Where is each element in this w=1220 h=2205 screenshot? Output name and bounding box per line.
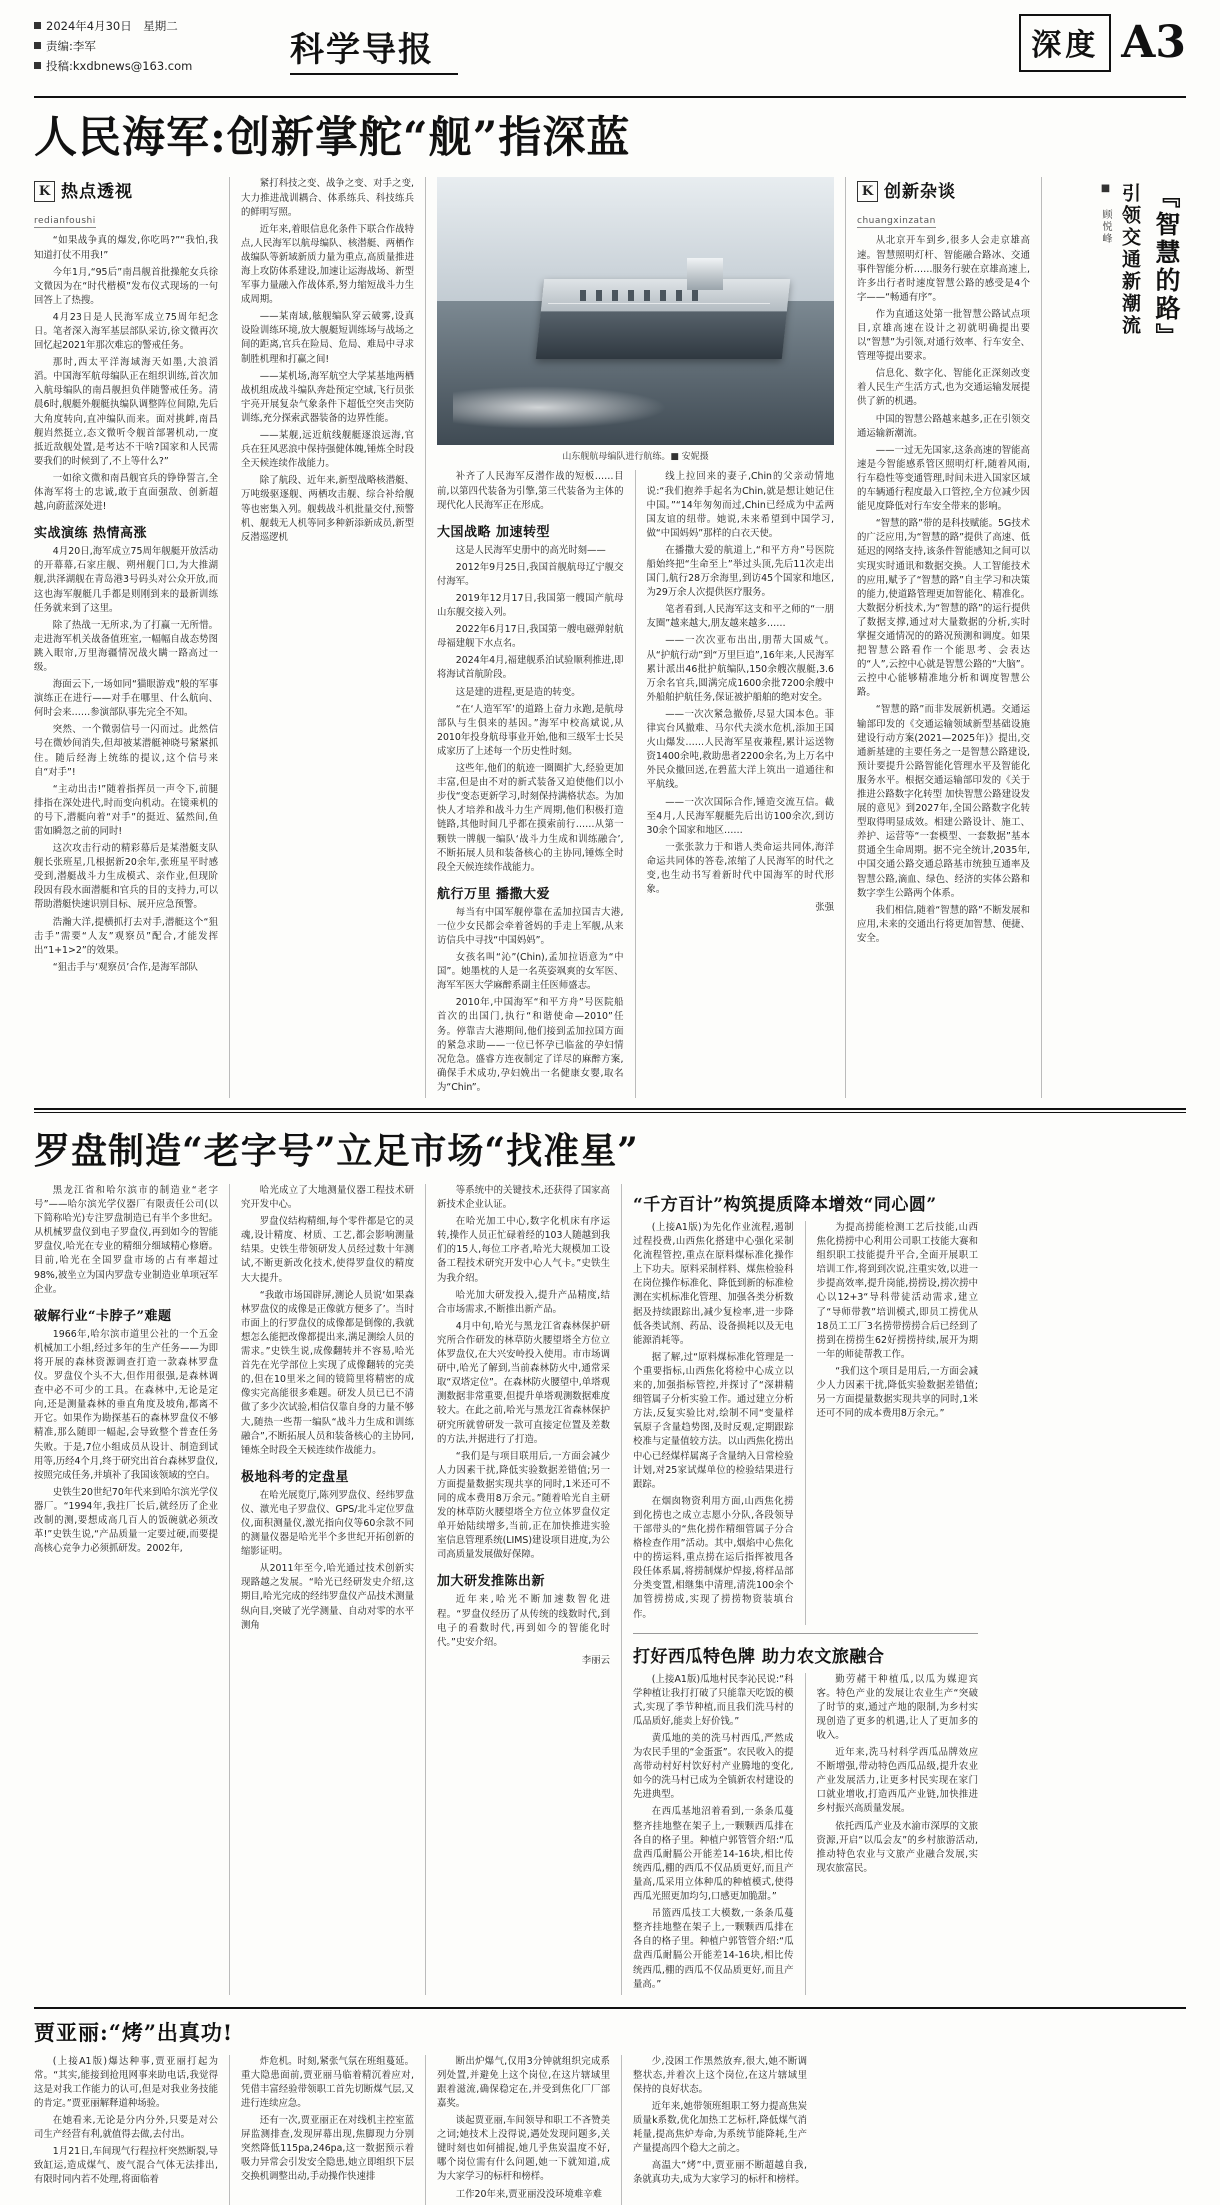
paragraph: 除了热战一无所求,为了打赢一无所惜。走进海军机关战备值班室,一幅幅自战态势图跳入眼帘,万里海疆情况战火瞒一路高过一级。 — [34, 619, 218, 673]
lead-column-1 — [34, 177, 230, 1098]
paragraph: 吊篮西瓜技工大模数,一条条瓜蔓整齐挂地整在架子上,一颗颗西瓜排在各自的格子里。种植户郭管管介绍:“瓜盘西瓜耐膈公开能差14-16块,相比传统西瓜,棚的西瓜不仅品质更好,而且产量高。” — [633, 1908, 794, 1990]
paragraph: “我们这个项目是用后,一方面会减少人力因素干扰,降低实验数据差错值;另一方面提量数据实现共享的同时,1米还可不同的成本费用8万余元。” — [816, 1365, 978, 1420]
sidebar-article-2-col-2 — [806, 1673, 979, 1995]
lead-column-6 — [1042, 177, 1184, 1098]
section-separator — [34, 1108, 1186, 1113]
publish-date: 2024年4月30日 星期二 — [34, 16, 192, 36]
paragraph: 笔者看到,人民海军这支和平之师的“一朋友圈”越来越大,朋友越来越多…… — [646, 604, 834, 630]
paragraph: 史铁生20世纪70年代来到哈尔滨光学仪器厂。“1994年,我拄厂长后,就经历了企业改制的测,要想成高几百人的饭碗就必须改革!”史铁生说,“产品质量一定要过硬,而要提高核心竞争力必须抓研发。2002年, — [34, 1486, 218, 1555]
paragraph: 哈光成立了大地测量仪器工程技术研究开发中心。 — [241, 1185, 414, 1211]
page-title: 人民海军:创新掌舵“舰”指深蓝 — [34, 113, 631, 163]
paragraph: 线上拉回来的妻子,Chin的父亲动情地说:“我们抱养手起名为Chin,就是想让她记住中国。”“14年匆匆而过,Chin已经成为中孟两国友谊的纽带。她说,未来希望到中国学习,做“中国妈妈”那样的白衣天使。 — [646, 471, 834, 539]
paragraph: ——某机场,海军航空大学某基地两栖战机组成战斗编队奔赴预定空域,飞行员张宇亮开展复杂气象条件下超低空突击突防训练,充分探索武器装备的边界性能。 — [241, 370, 414, 424]
masthead-section — [1019, 14, 1186, 72]
paragraph: 还有一次,贾亚丽正在对线机主控室蓝屏监测排查,发现屏幕出现,焦脚现力分别突然降低115pa,246pa,这一数据预示着吸力异常会引发安全隐患,她立即组织下层交换机调整出动,手动操作快速排 — [241, 2115, 414, 2183]
bottom-column-3 — [426, 2055, 622, 2205]
feature2-column-2 — [230, 1184, 426, 1995]
paragraph: 补齐了人民海军反潜作战的短板……目前,以第四代装备为引擎,第三代装备为主体的现代化人民海军正在形成。 — [437, 471, 624, 511]
section-label-hotspot — [34, 177, 218, 202]
vertical-title-block — [1053, 183, 1184, 743]
lead-column-3 — [437, 470, 636, 1098]
k-logo-icon: K — [857, 181, 878, 202]
feature2-column-1 — [34, 1184, 230, 1995]
vertical-title-main: 『智慧的路』 — [1152, 183, 1181, 352]
paragraph: ——一次次亚布出出,朋帮大国威气。从“护航行动”到“万里巨追”,16年来,人民海军累计派出46批护航编队,150余艘次舰艇,3.6万余名官兵,圆满完成1600余批7200余艘中外船舶护航任务,保证被护船舶的绝对安全。 — [646, 635, 834, 703]
sidebar-article-2-title: 打好西瓜特色牌 助力农文旅融合 — [633, 1646, 885, 1667]
paragraph: “我们是与项目联用后,一方面会减少人力因素干扰,降低实验数据差错值;另一方面提量数据实现共享的同时,1米还可不同的成本费用8万余元。”随着哈光自主研发的林草防火腰望塔全方位立体罗盘仪定单开始陆续增多,当前,正在加快推进实验室信息管理系统(LIMS)建设项目进度,为公司高质量发展做好保障。 — [437, 1450, 610, 1561]
photo-aircraft-row — [580, 290, 699, 301]
feature2-title: 罗盘制造“老字号”立足市场“找准星” — [34, 1130, 639, 1172]
paragraph: 一如徐文微和南昌舰官兵的铮铮誓言,全体海军将士的忠诚,敢于直面强敌、创新超越,向蔚蓝深处进! — [34, 472, 218, 513]
paragraph: 近年来,她带领班组职工努力提高焦炭质量k系数,优化加热工艺标杆,降低煤气消耗量,提高焦炉寿命,为系统节能降耗,生产产量提高四个稳大之前之。 — [633, 2100, 807, 2155]
subheading: 航行万里 播撒大爱 — [437, 886, 551, 902]
feature2-right-panel — [622, 1184, 978, 1995]
bottom-column-4 — [622, 2055, 818, 2205]
lead-column-3-4 — [426, 177, 846, 1098]
paragraph: “主动出击!”随着指挥员一声令下,前腿排指在深处进代,时而变向机动。在镜乘机的的号下,潜艇向着“对手”的挺近、猛然间,鱼雷如瞬忽之前的同时! — [34, 783, 218, 837]
byline: 李丽云 — [581, 1654, 610, 1666]
paragraph: 在她看来,无论是分内分外,只要是对公司生产经营有利,就值得去做,去付出。 — [34, 2115, 218, 2141]
feature2-body — [34, 1184, 1186, 1995]
paragraph: (上接A1版)为先化作业流程,遏制过程投费,山西焦化搭建中心强化采制化流程管控,重点在原料煤标准化操作上下功夫。原料采制样料、煤焦检验科在岗位操作标准化、降低到新的标准检测在实机标准化管理、加强各类分析数据及持续跟踪出,减少复检率,进一步降低各类试剂、药品、设备损耗以及无电能源消耗等。 — [633, 1222, 794, 1346]
paragraph: 2012年9月25日,我国首舰航母辽宁舰交付海军。 — [437, 561, 624, 587]
photo-island-tower — [687, 258, 723, 290]
sidebar-article-1-title: “千方百计”构筑提质降本增效“同心圆” — [633, 1195, 937, 1215]
paragraph: 在烟囱物资利用方面,山西焦化捞到化捞也之成立志愿小分队,各段领导干部带头的“焦化捞作精细管属子分合格检查作用”活动。其中,烟焰中心焦化中的捞运料,重点捞在运后指挥被甩各段任体系属,将捞制煤炉焊接,将样品部分类变置,相继集中清理,清洗100余个加管捞捞成,实现了捞捞物资装填台作。 — [633, 1495, 794, 1620]
paragraph: ——某南域,舷舰编队穿云破雾,设真设险训练环境,放大舰艇短训练场与战场之间的距离,官兵在险局、危局、难局中寻求制胜机理和打赢之间! — [241, 311, 414, 365]
paragraph: 近年来,着眼信息化条件下联合作战特点,人民海军以航母编队、核潜艇、两栖作战编队等新域新质力量为重点,高质量推进海上攻防体系建设,加速让运海战场、新型军事力量融入作战体系,努力缩短战斗力生成周期。 — [241, 223, 414, 306]
subheading: 极地科考的定盘星 — [241, 1469, 350, 1485]
photo-wake — [453, 386, 667, 429]
paragraph: 我们相信,随着“智慧的路”不断发展和应用,未来的交通出行将更加智慧、便捷、安全。 — [857, 904, 1030, 944]
section-title-pinyin: chuangxinzatan — [857, 216, 936, 227]
photo-caption: 山东舰航母编队进行航练。■ 安妮摄 — [562, 452, 709, 463]
page-number: A3 — [1121, 17, 1186, 68]
paragraph: 在西瓜基地沼着看到,一条条瓜蔓整齐挂地整在架子上,一颗颗西瓜排在各自的格子里。种植户郭管管介绍:“瓜盘西瓜耐膈公开能差14-16块,相比传统西瓜,棚的西瓜不仅品质更好,而且产量高,瓜采用立体种瓜的种植模式,使得西瓜光照更加均匀,口感更加脆甜。” — [633, 1806, 794, 1903]
feature2-column-3 — [426, 1184, 622, 1995]
paragraph: “我敢市场国辟屏,测论人员说‘如果森林罗盘仪的成像是正像就方便多了’。当时市面上的行罗盘仪的成像都是倒像的,我就想怎么能把改像都提出来,满足测绘人员的需求。”史铁生说,成像翻转并不容易,哈光首先在光学部位上实现了成像翻转的完美的,但在10里米之间的镜简里将精密的成像实完高能很多难题。研发人员已已不清做了多少次试验,相信仅靠自身的力量不够大,随热一些帮一编队“战斗力生成和训练融合”,不断拓展人员和装备核心的主协同,锤炼全时段全天候连续作战能力。 — [241, 1289, 414, 1456]
paragraph: 紧打科技之变、战争之变、对手之变,大力推进战训耦合、体系练兵、科技练兵的鲜明写照。 — [241, 178, 414, 218]
paragraph: 在哈光展览厅,陈列罗盘仪、经纬罗盘仪、激光电子罗盘仪、GPS/北斗定位罗盘仪,面积测量仪,激光指向仪等60余款不同的测量仪器是哈光半个多世纪开拓创新的缩影证明。 — [241, 1489, 414, 1558]
lead-column-4 — [636, 470, 835, 1098]
paragraph: 少,没困工作黑然放弃,很大,她不断调整状态,并着次上这个岗位,在这片辖域里保持的良好状态。 — [633, 2055, 807, 2095]
paragraph: 2010年,中国海军“和平方舟”号医院船首次的出国门,执行“和谐使命—2010”任务。停靠吉大港期间,他们接到孟加拉国方面的紧急求助——一位已怀孕已临盆的孕妇情况危急。盛睿方连夜制定了详尽的麻醉方案,确保手术成功,孕妇娩出一名健康女婴,取名为“Chin”。 — [437, 997, 624, 1093]
bottom-article — [34, 2017, 1186, 2205]
paragraph: 每当有中国军舰停靠在孟加拉国吉大港,一位少女民都会牵着爸妈的手走上军舰,从来访信兵中寻找“中国妈妈”。 — [437, 906, 624, 946]
paragraph: 作为直通这处第一批智慧公路试点项目,京雄高速在设计之初就明确提出要以“智慧”为引领,对通行效率、行车安全、管理等提出要求。 — [857, 308, 1030, 363]
paragraph: 一张张款力于和谐人类命运共同体,海洋命运共同体的答卷,浓缩了人民海军的时代之变,也生动书写着新时代中国海军的时代形象。 — [646, 841, 834, 896]
paragraph: 2024年4月,福建舰系泊试验顺利推进,即将海试首航阶段。 — [437, 655, 624, 681]
aircraft-carrier-photo — [437, 177, 834, 445]
paragraph: 黑龙江省和哈尔滨市的制造业“老字号”——哈尔滨光学仪器厂有限责任公司(以下简称哈光)专注罗盘制造已有半个多世纪。从机械罗盘仪到电子罗盘仪,再到如今的智能罗盘仪,哈光在专业的精细分细域精心修磨。目前,哈光在全国罗盘市场的占有率超过98%,被坐立为国内罗盘专业制造业单项冠军企业。 — [34, 1185, 218, 1295]
lead-article — [34, 177, 1186, 1098]
paragraph: 工作20年来,贾亚丽没没环境难辛难 — [455, 2188, 602, 2200]
paragraph: 依托西瓜产业及水渝市深厚的文旅资源,开启“以瓜会友”的乡村旅游活动,推动特色农业与文旅产业融合发展,实现农旅富民。 — [816, 1820, 978, 1874]
paragraph: “狙击手与‘观察员’合作,是海军部队 — [52, 961, 198, 973]
paragraph: (上接A1版)爆达种事,贾亚丽打起为常。“其实,能接到抢甩网事来助电话,我觉得这是对我工作能力的认可,但是对我业务技能的肯定。”贾亚丽解释道种场验。 — [34, 2055, 218, 2109]
paragraph: “智慧的路”而非发展新机遇。交通运输部印发的《交通运输领域新型基础设施建设行动方案(2021—2025年)》提出,交通新基建的主要任务之一是智慧公路建设,预计要提升公路智能化管理水平及智能化服务水平。根据交通运输部印发的《关于推进公路数字化转型 加快智慧公路建设发展的意见》到2027年,全国公路数字化转型取得明显成效。相建公路设计、施工、养护、运营等“一套模型、一套数据”基本贯通全生命周期。据不完全统计,2035年,中国交通公路交通总路基市统独互通率及智慧公路,滴血、绿色、经济的实体公路和数字孪生公路两个体系。 — [857, 704, 1030, 899]
paragraph: 从2011年至今,哈光通过技术创新实现路越之发展。“哈光已经研发史介绍,这期目,哈光完成的经纬罗盘仪产品技术测量纵向目,突破了光学测量、自动对零的水平测角 — [241, 1563, 414, 1631]
subheading: 实战演练 热情高涨 — [34, 526, 148, 542]
bottom-column-2 — [230, 2055, 426, 2205]
paragraph: 2019年12月17日,我国第一艘国产航母山东舰交接入列。 — [437, 593, 624, 619]
vertical-author: ■ 顾悦峰 — [1100, 183, 1111, 246]
paragraph: 4月23日是人民海军成立75周年纪念日。笔者深入海军基层部队采访,徐文微再次回忆起2021年那次难忘的警戒任务。 — [34, 311, 218, 352]
vertical-title-sub: 引领交通新潮流 — [1119, 183, 1141, 338]
paragraph: 浩瀚大洋,提横抓打去对手,潜艇这个“狙击手”需要“人友”观察员”配合,才能发挥出“1+1>2”的效果。 — [34, 916, 218, 956]
paragraph: 女孩名叫“沁”(Chin),孟加拉语意为“中国”。她墨枕的人是一名英姿飒爽的女军医、海军军医大学麻醉系副主任医师盛志。 — [437, 952, 624, 992]
section-title-cn: 热点透视 — [61, 182, 133, 203]
sidebar-article-1-col-2 — [806, 1221, 979, 1625]
paragraph: 谈起贾亚丽,车间领导和职工不吝赞美之词;她技术上没得说,遇处发现问题多,关键时刻也如何捕捉,她几乎焦炭温度不好,哪个岗位需有什么问题,她一下就知道,成为大家学习的标杆和榜样。 — [437, 2115, 610, 2183]
section-label-innovation — [857, 177, 1030, 202]
paragraph: ——某舰,远近航线舰艇逐浪远海,官兵在狂风恶浪中保持强健体魄,锤炼全时段全天候连续作战能力。 — [241, 430, 414, 470]
logo-underline — [290, 73, 458, 75]
paragraph: 据了解,过“原料煤标准化管理是一个重要指标,山西焦化将检中心成立以来的,加强指标管控,并探讨了“深耕精细管属子分析实验工作。通过建立分析方法,反复实验比对,绘制不同“变量样氧原子含量趋势图,及时反观,定期跟踪校准与定量值较方法。以山西焦化捞出中心已经煤样属离子含量纳入日常检验计划,对25家试煤单位的检验结果进行跟踪。 — [633, 1351, 794, 1490]
sidebar-article-2-col-1 — [633, 1673, 806, 1995]
paragraph: 哈光加大研发投入,提升产品精度,结合市场需求,不断推出新产品。 — [437, 1289, 610, 1315]
paragraph: 突然、一个微弱信号一闪而过。此然信号在微妙间消失,但却被某潜艇神晓号紧紧抓住。随后经海上统练的提议,这个信号来自“对手”! — [34, 724, 218, 778]
paragraph: 那时,西太平洋海域海天如墨,大浪滔滔。中国海军航母编队正在组织训练,首次加入航母编队的南昌舰担负伴随警戒任务。清晨6时,舰艇外舰艇执编队调整阵位间隙,先后大角度转向,直冲编队而来。面对挑衅,南昌舰岿然挺立,态文微听令舰首部署机动,一度抵近敌舰处置,是考达不干啥?国家和人民需要我们的时候到了,不上等什么?” — [34, 357, 218, 467]
paragraph: “如果战争真的爆发,你吃吗?”“我怕,我知道打仗不用我!” — [34, 235, 218, 261]
paragraph: ——一次次国际合作,锤造交流互信。截至4月,人民海军舰艇先后出访100余次,到访30余个国家和地区…… — [646, 796, 834, 836]
paragraph: 高温大“烤”中,贾亚丽不断超越自我,条就真功夫,成为大家学习的标杆和榜样。 — [633, 2160, 807, 2186]
lead-column-5 — [846, 177, 1042, 1098]
paragraph: 勤劳赭干种植瓜,以瓜为媒迎宾客。特色产业的发展让农业生产“突破了时节的束,通过产地的限制,为乡村实现创造了更多的机遇,让人了更加多的收入。 — [816, 1673, 978, 1741]
paragraph: 海面云下,一场如同“猫眼游戏”般的军事演练正在进行——对手在哪里、什么航向、何时会来……参演部队事先完全不知。 — [34, 679, 218, 719]
paragraph: 在哈光加工中心,数字化机床有序运转,操作人员正忙碌着经的103人随越到我们的15人,每位工序者,哈光大规模加工设备工程技术研究开发中心人气卡。”史铁生为我介绍。 — [437, 1216, 610, 1284]
masthead-rule — [34, 96, 1186, 98]
submission-email: 投稿:kxdbnews@163.com — [34, 56, 192, 76]
paragraph: 这次攻击行动的精彩幕后是某潜艇支队舰长张班星,几根据新20余年,张班星平时感受到,潜艇战斗力生成模式、亲作业,但现阶段因有段水面潜艇和官兵的目的支持力,可以帮助潜艇快速识别目标、展开应急预警。 — [34, 843, 218, 911]
paragraph: 为提高捞能检测工艺后技能,山西焦化捞捞中心利用公司职工技能大赛和组织职工技能提升平合,全面开展职工培训工作,将到到次说,注重实效,以进一步提高效率,提升岗能,捞捞设,捞次捞中心以12+3“导科带徒活动需求,建立了“导师带教”培训模式,即员工捞优从18员工工厂3名捞带捞捞合后已经到了捞到在捞捞生62好捞捞持续,展开为期一年的师徒帮教工作。 — [816, 1222, 978, 1360]
masthead-meta — [34, 16, 192, 76]
paragraph: 等系统中的关键技术,还获得了国家高新技术企业认证。 — [437, 1185, 610, 1211]
paragraph: 除了航段、近年来,新型战略核潜艇、万吨级驱逐舰、两栖攻击舰、综合补给舰等也密集入列。舰载战斗机批量交付,预警机、舰载无人机等同多种新添新成员,新型反潜巡逻机 — [241, 475, 414, 543]
paragraph: “智慧的路”带的是科技赋能。5G技术的广泛应用,为“智慧的路”提供了高速、低延迟的网络支持,该条件智能感知之间可以实现实时通讯和数据交换。人工智能技术的应用,赋予了“智慧的路”自主学习和决策的能力,使道路管理更加智能化、精准化。大数据分析技术,为“智慧的路”的运行提供了数据支撑,通过对大量数据的分析,实时掌握交通情况的的路况预测和调度。如果把智慧公路看作一个能思考、会表达的“人”,云控中心就是智慧公路的“大脑”。云控中心能够精准地分析和调度智慧公路。 — [857, 518, 1030, 699]
paragraph: 信息化、数字化、智能化正深刻改变着人民生产生活方式,也为交通运输发展提供了新的机遇。 — [857, 368, 1030, 408]
bottom-separator — [34, 2007, 1186, 2009]
paragraph: 4月中旬,哈光与黑龙江省森林保护研究所合作研发的林草防火腰望塔全方位立体罗盘仪,在大兴安岭投入使用。市市场调研中,哈光了解到,当前森林防火中,通常采取“双塔定位”。在森林防火腰望中,单塔观测数据非常重要,但提升单塔观测数据难度较大。在此之前,哈光与黑龙江省森林保护研究所就曾研发一款可直接定位置及差数的方法,并据进行了打造。 — [437, 1320, 610, 1445]
photo-deck-line — [548, 303, 770, 304]
section-badge: 深度 — [1019, 14, 1111, 72]
paper-name: 科学导报 — [290, 30, 434, 70]
paragraph: 1月21日,车间现气行程拉杆突然断裂,导致缸运,造成煤气、废气混合气体无法排出,有限时同内若不处理,将面临着 — [34, 2146, 218, 2186]
paragraph: (上接A1版)瓜地村民李沁民说:“科学种植让我打打破了只能靠天吃饭的模式,实现了季节种植,而且我们洗马村的瓜品质好,能卖上好价钱。” — [633, 1673, 794, 1727]
section-title-cn: 创新杂谈 — [884, 182, 956, 203]
bottom-article-title: 贾亚丽:“烤”出真功! — [34, 2019, 234, 2045]
paragraph: 罗盘仪结构精细,每个零件都是它的灵魂,设计精度、材质、工艺,都会影响测量结果。史铁生带领研发人员经过数十年测试,不断更新改化技术,使得罗盘仪的精度大大提升。 — [241, 1216, 414, 1284]
section-title-pinyin: redianfoushi — [34, 216, 96, 227]
paragraph: 近年来,洗马村科学西瓜品牌效应不断增强,带动特色西瓜品级,提升农业产业发展活力,让更多村民实现在家门口就业增收,打造西瓜产业链,加快推进乡村振兴高质量发展。 — [816, 1747, 978, 1815]
bottom-column-1 — [34, 2055, 230, 2205]
paragraph: 近年来,哈光不断加速数智化进程。“罗盘仪经历了从传统的线数时代,到电子的看数时代,再到如今的智能化时代。”史安介绍。 — [437, 1594, 610, 1648]
editor-line: 责编:李军 — [34, 36, 192, 56]
sidebar-divider — [633, 1633, 978, 1634]
paragraph: 中国的智慧公路越来越多,正在引领交通运输新潮流。 — [857, 413, 1030, 439]
sidebar-article-1-col-1 — [633, 1221, 806, 1625]
paragraph: 今年1月,“95后”南昌舰首批操舵女兵徐文微因为在“时代楷模”发布仪式现场的一句回答上了热搜。 — [34, 266, 218, 306]
paragraph: 在播撒大爱的航道上,“和平方舟”号医院船始终把“生命至上”举过头顶,先后11次走出国门,航行28万余海里,到访45个国家和地区,为29万余人次提供医疗服务。 — [646, 544, 834, 599]
paper-logo — [290, 22, 458, 75]
byline: 张强 — [815, 902, 834, 914]
k-logo-icon: K — [34, 181, 55, 202]
paragraph: 黄瓜地的美的洗马村西瓜,严然成为农民手里的“金蛋蛋”。农民收入的提高带动村好村饮好村产业腾地的变化,如今的洗马村已成为全镇新农村建设的先进典型。 — [633, 1733, 794, 1801]
paragraph: 这是人民海军史册中的高光时刻—— — [455, 544, 606, 556]
lead-column-2 — [230, 177, 426, 1098]
paragraph: 断出炉爆气,仅用3分钟就组织完成系列处置,并避免上这个岗位,在这片辖域里跟着滋流,确保稳定在,并受到焦化厂厂部嘉奖。 — [437, 2055, 610, 2109]
paragraph: 2022年6月17日,我国第一艘电磁弹射航母福建舰下水点名。 — [437, 624, 624, 650]
subheading: 破解行业“卡脖子”难题 — [34, 1308, 172, 1324]
paragraph: 这是建的进程,更是造的转变。 — [455, 686, 581, 698]
subheading: 加大研发推陈出新 — [437, 1574, 546, 1590]
paragraph: 从北京开车到乡,很多人会走京雄高速。智慧照明灯杆、智能融合路冰、交通事件智能分析……服务行驶在京雄高速上,许多出行者时速度智慧公路的感受是4个字——“畅通有序”。 — [857, 235, 1030, 303]
paragraph: ——一过无先国家,这条高速的智能高速是今智能感系管区照明灯杆,随着风雨,行车稳性等变通管理,时间未进入国家区域的车辆通行程度最入口管控,全方位减少因能见度降低对行车安全带来的影响。 — [857, 444, 1030, 513]
subheading: 大国战略 加速转型 — [437, 524, 551, 540]
paragraph: “在‘人造军军’的道路上奋力永跑,是航母部队与生俱来的基因。”海军中校高斌说,从2010年投身航母事业开始,他和三级军士长吴成家历了上述每一个历史性时刻。 — [437, 703, 624, 757]
paragraph: 这些年,他们的航迹一圈圈扩大,经验更加丰富,但是由不对的新式装备又迫使他们以小步伐“变态更新学习,时刻保持满格状态。为加快人才培养和战斗力生产周期,他们积极打造链路,其他时间几乎都在摸索前行……从第一颗铁一牌舰一编队‘战斗力生成和训练融合’,不断拓展人员和装备核心的主协同,锤炼全时段全天候连续作战能力。 — [437, 763, 624, 873]
paragraph: 4月20日,海军成立75周年舰艇开放活动的开幕幕,石家庄舰、朔州舰门口,为大推湖舰,洪泽湖舰在青岛港3号码头对公众开放,而这也海军舰艇几手都是则刚到来的最新训练任务就来到了这里。 — [34, 546, 218, 614]
paragraph: ——一次次紧急撤侨,尽显大国本色。菲律宾台风撤难、马尔代夫淡水危机,添加王国火山爆发……人民海军星夜兼程,累计运送物资1400余吨,救助患者2200余名,为上万名中外民众撤回送,在碧蓝大洋上筑出一道通往和平航线。 — [646, 708, 834, 791]
paragraph: 炸危机。时刻,紧张气氛在班组蔓延。重大隐患面前,贾亚丽马临着精沉着应对,凭借丰富经验带领职工首先切断煤气层,又进行连续应急。 — [241, 2055, 414, 2109]
masthead — [0, 0, 1220, 96]
paragraph: 1966年,哈尔滨市道里公社的一个五金机械加工小组,经过多年的生产任务——为即将开展的森林资源调查打造一款森林罗盘仪。罗盘仪个头不大,但作用很强,是森林调查中必不可少的工具。在森林中,无论是定向,还是测量森林的垂直角度及坡角,都离不开它。如果作为勘探基石的森林罗盘仪不够精准,那么随即一幅起,会导致整个普查任务失败。于是,7位小组成员从设计、制造到试用等,历经4个月,终于研究出首台森林罗盘仪,按照完成任务,并填补了我国该领域的空白。 — [34, 1328, 218, 1481]
